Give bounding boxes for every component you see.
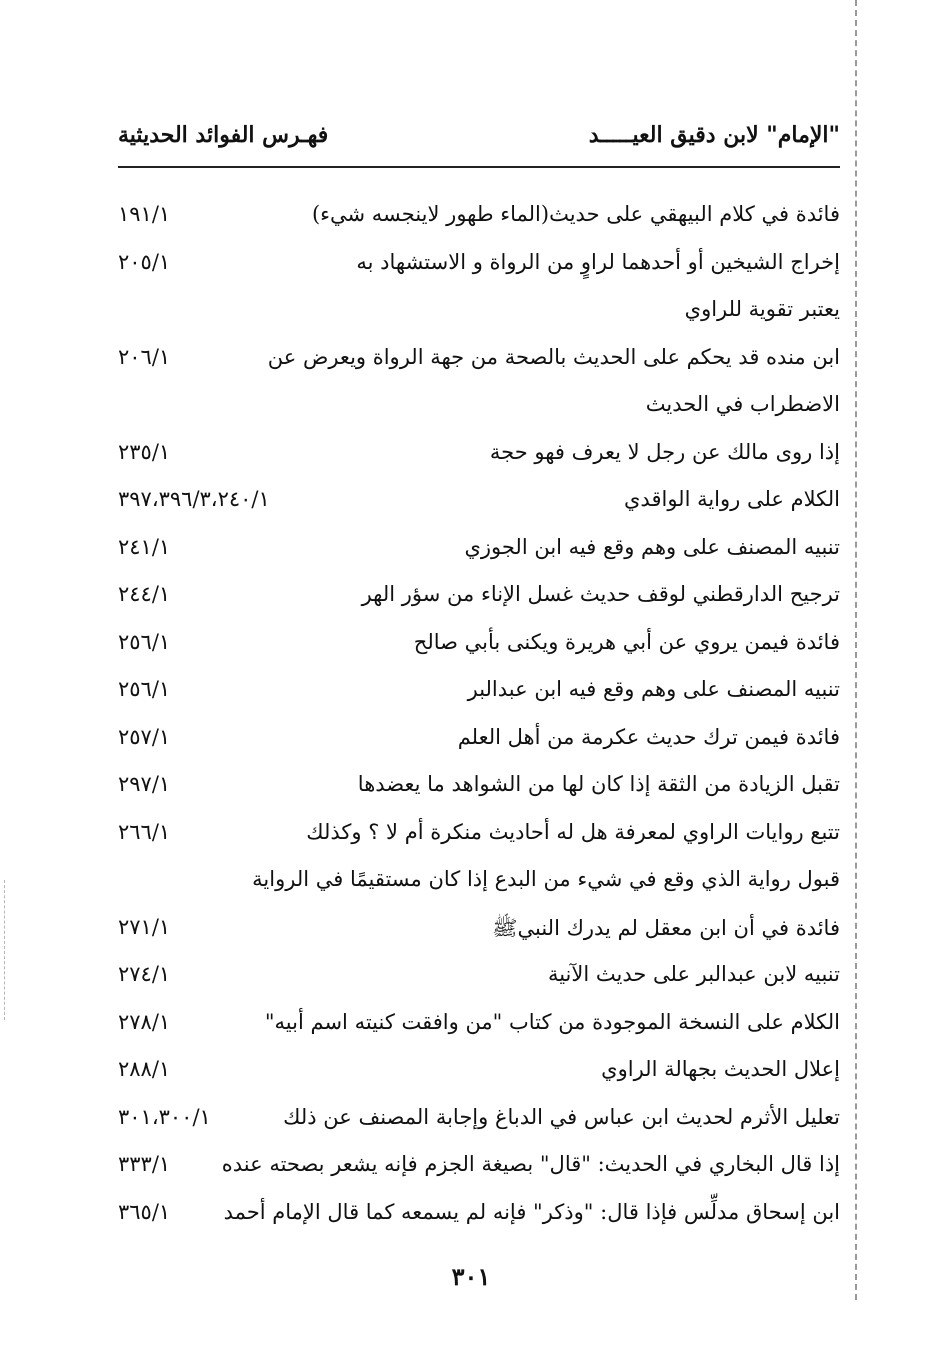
index-entry <box>118 717 840 765</box>
index-entry <box>118 907 840 955</box>
entry-ref: ٢٧٨/١ <box>118 1009 171 1034</box>
entry-text: فائدة فيمن يروي عن أبي هريرة ويكنى بأبي صالح <box>413 629 840 654</box>
index-entry <box>118 954 840 1002</box>
entry-ref: ٢٦٦/١ <box>118 819 171 844</box>
entry-text: تعليل الأثرم لحديث ابن عباس في الدباغ وإجابة المصنف عن ذلك <box>283 1104 840 1129</box>
entry-ref: ٢٠٦/١ <box>118 344 171 369</box>
index-list <box>118 194 840 1239</box>
header-rule <box>118 166 840 168</box>
index-entry <box>118 432 840 480</box>
index-entry <box>118 622 840 670</box>
entry-text: تقبل الزيادة من الثقة إذا كان لها من الشواهد ما يعضدها <box>357 772 840 796</box>
section-title: فهـرس الفوائد الحديثية <box>118 122 329 148</box>
entry-text: يعتبر تقوية للراوي <box>684 297 840 321</box>
index-entry <box>118 669 840 717</box>
index-entry <box>118 337 840 385</box>
entry-ref: ٢٤١/١ <box>118 534 171 559</box>
entry-text: إذا قال البخاري في الحديث: "قال" بصيغة الجزم فإنه يشعر بصحته عنده <box>221 1152 840 1176</box>
entry-text: إعلال الحديث بجهالة الراوي <box>601 1057 840 1081</box>
index-entry-continuation <box>118 384 840 432</box>
entry-text: الاضطراب في الحديث <box>645 392 840 416</box>
index-entry <box>118 1002 840 1050</box>
entry-ref: ٣٣٣/١ <box>118 1152 171 1176</box>
entry-ref: ٢٠٥/١ <box>118 249 171 274</box>
entry-text: تنبيه المصنف على وهم وقع فيه ابن عبدالبر <box>467 677 840 701</box>
entry-ref: ٢٩٧/١ <box>118 772 171 796</box>
entry-ref: ٢٣٥/١ <box>118 439 171 464</box>
index-entry <box>118 527 840 575</box>
running-header <box>118 118 840 158</box>
entry-text: تتبع روايات الراوي لمعرفة هل له أحاديث منكرة أم لا ؟ وكذلك <box>306 819 840 844</box>
entry-text: ترجيح الدارقطني لوقف حديث غسل الإناء من سؤر الهر <box>361 582 840 606</box>
entry-ref: ٢٥٦/١ <box>118 629 171 654</box>
index-entry <box>118 1144 840 1192</box>
index-entry <box>118 194 840 242</box>
index-entry <box>118 764 840 812</box>
entry-text: فائدة فيمن ترك حديث عكرمة من أهل العلم <box>457 724 840 749</box>
index-entry-continuation <box>118 859 840 907</box>
entry-ref: ٣٠١،٣٠٠/١ <box>118 1104 211 1129</box>
entry-text: فائدة في كلام البيهقي على حديث(الماء طهور لاينجسه شيء) <box>311 202 840 226</box>
entry-text: الكلام على رواية الواقدي <box>623 487 840 511</box>
entry-ref: ٣٦٥/١ <box>118 1199 171 1224</box>
entry-ref: ١٩١/١ <box>118 202 171 226</box>
entry-ref: ٢٥٧/١ <box>118 724 171 749</box>
entry-text: الكلام على النسخة الموجودة من كتاب "من وافقت كنيته اسم أبيه" <box>264 1009 840 1034</box>
entry-text: قبول رواية الذي وقع في شيء من البدع إذا كان مستقيمًا في الرواية <box>252 867 840 891</box>
entry-text: تنبيه المصنف على وهم وقع فيه ابن الجوزي <box>464 534 840 559</box>
index-entry-continuation <box>118 289 840 337</box>
entry-ref: ٢٧٤/١ <box>118 962 171 986</box>
entry-text: إذا روى مالك عن رجل لا يعرف فهو حجة <box>489 439 840 464</box>
book-title: "الإمام" لابن دقيق العيـــــد <box>588 122 840 148</box>
index-entry <box>118 574 840 622</box>
index-entry <box>118 1049 840 1097</box>
entry-ref: ٢٧١/١ <box>118 914 171 939</box>
entry-text: ابن إسحاق مدلِّس فإذا قال: "وذكر" فإنه لم يسمعه كما قال الإمام أحمد <box>223 1199 840 1224</box>
index-entry <box>118 479 840 527</box>
entry-ref: ٣٩٧،٣٩٦/٣،٢٤٠/١ <box>118 487 270 511</box>
index-entry <box>118 1192 840 1240</box>
scan-edge-mark <box>4 880 5 1020</box>
entry-text: ابن منده قد يحكم على الحديث بالصحة من جهة الرواة ويعرض عن <box>267 344 840 369</box>
index-entry <box>118 812 840 860</box>
entry-ref: ٢٨٨/١ <box>118 1057 171 1081</box>
entry-text: فائدة في أن ابن معقل لم يدرك النبيﷺ <box>492 915 840 940</box>
scan-fold-line <box>855 0 857 1300</box>
entry-ref: ٢٤٤/١ <box>118 582 171 606</box>
entry-text: تنبيه لابن عبدالبر على حديث الآنية <box>547 962 840 986</box>
index-entry <box>118 1097 840 1145</box>
entry-text: إخراج الشيخين أو أحدهما لراوٍ من الرواة و الاستشهاد به <box>356 249 840 274</box>
entry-ref: ٢٥٦/١ <box>118 677 171 701</box>
page-number: ٣٠١ <box>451 1262 491 1291</box>
index-entry <box>118 242 840 290</box>
